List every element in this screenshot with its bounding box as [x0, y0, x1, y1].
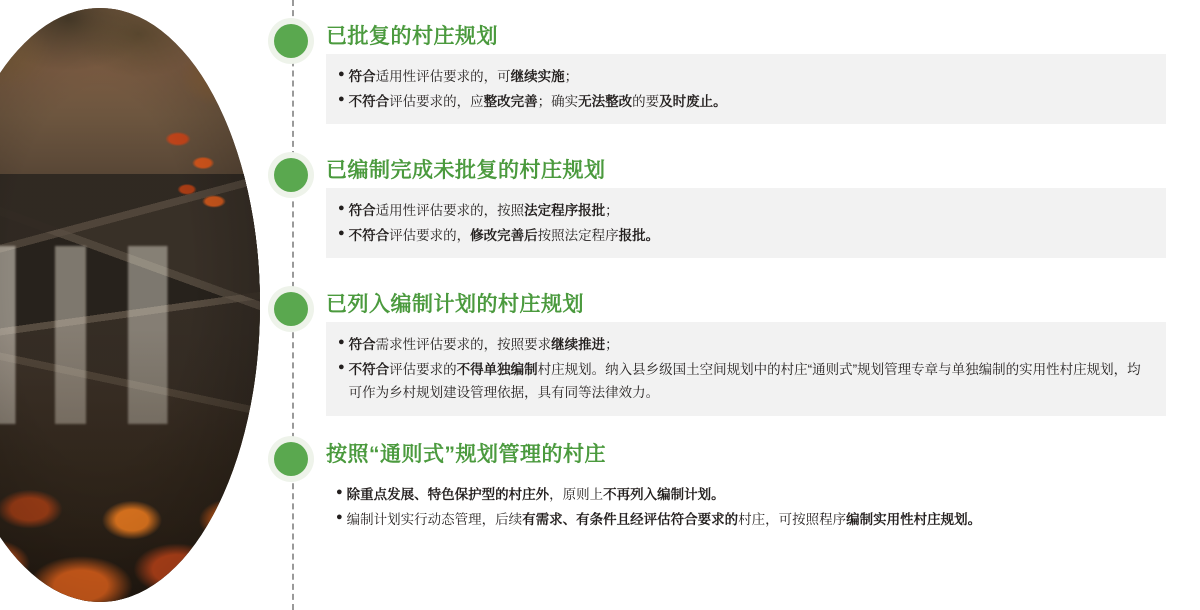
list-item	[338, 333, 1152, 356]
list-item	[338, 199, 1152, 222]
bullet-dot-icon: ●	[336, 486, 343, 498]
list-item	[338, 65, 1152, 88]
bullet-dot-icon: ●	[338, 361, 345, 374]
section-body	[326, 54, 1166, 124]
list-item-text: 符合需求性评估要求的，按照要求继续推进；	[348, 337, 619, 352]
section-body	[326, 472, 1166, 542]
section-title: 已列入编制计划的村庄规划	[326, 293, 584, 316]
list-item	[336, 508, 1152, 531]
bullet-dot-icon: ●	[338, 227, 345, 240]
list-item	[338, 90, 1152, 113]
photo-vignette	[0, 8, 260, 602]
photo-rounded-frame	[0, 8, 260, 602]
timeline-dot-icon	[274, 24, 308, 58]
list-item	[338, 358, 1152, 404]
village-photo	[0, 0, 268, 610]
list-item-text: 不符合评估要求的，修改完善后按照法定程序报批。	[348, 228, 660, 244]
sections-container	[268, 0, 1200, 610]
section-title: 按照“通则式”规划管理的村庄	[326, 443, 606, 466]
list-item-text: 除重点发展、特色保护型的村庄外，原则上不再列入编制计划。	[346, 487, 725, 502]
list-item-text: 符合适用性评估要求的，可继续实施；	[348, 69, 579, 84]
timeline-dot-icon	[274, 442, 308, 476]
timeline-dot-icon	[274, 158, 308, 192]
list-item-text: 符合适用性评估要求的，按照法定程序报批；	[348, 203, 619, 218]
section-title: 已批复的村庄规划	[326, 25, 498, 48]
section-body	[326, 188, 1166, 258]
bullet-dot-icon: ●	[338, 202, 345, 214]
bullet-dot-icon: ●	[336, 511, 343, 524]
timeline-dot-icon	[274, 292, 308, 326]
section-body	[326, 322, 1166, 416]
list-item	[338, 224, 1152, 247]
list-item	[336, 483, 1152, 506]
bullet-dot-icon: ●	[338, 68, 345, 80]
list-item-text: 编制计划实行动态管理，后续有需求、有条件且经评估符合要求的村庄，可按照程序编制实用性村庄规划。	[346, 512, 982, 528]
list-item-text: 不符合评估要求的，应整改完善；确实无法整改的要及时废止。	[348, 94, 727, 110]
list-item-text: 不符合评估要求的不得单独编制村庄规划。纳入县乡级国土空间规划中的村庄“通则式”规划管理专章与单独编制的实用性村庄规划，均可作为乡村规划建设管理依据，具有同等法律效力。	[348, 362, 1141, 401]
bullet-dot-icon: ●	[338, 336, 345, 348]
bullet-dot-icon: ●	[338, 93, 345, 106]
section-title: 已编制完成未批复的村庄规划	[326, 159, 606, 182]
